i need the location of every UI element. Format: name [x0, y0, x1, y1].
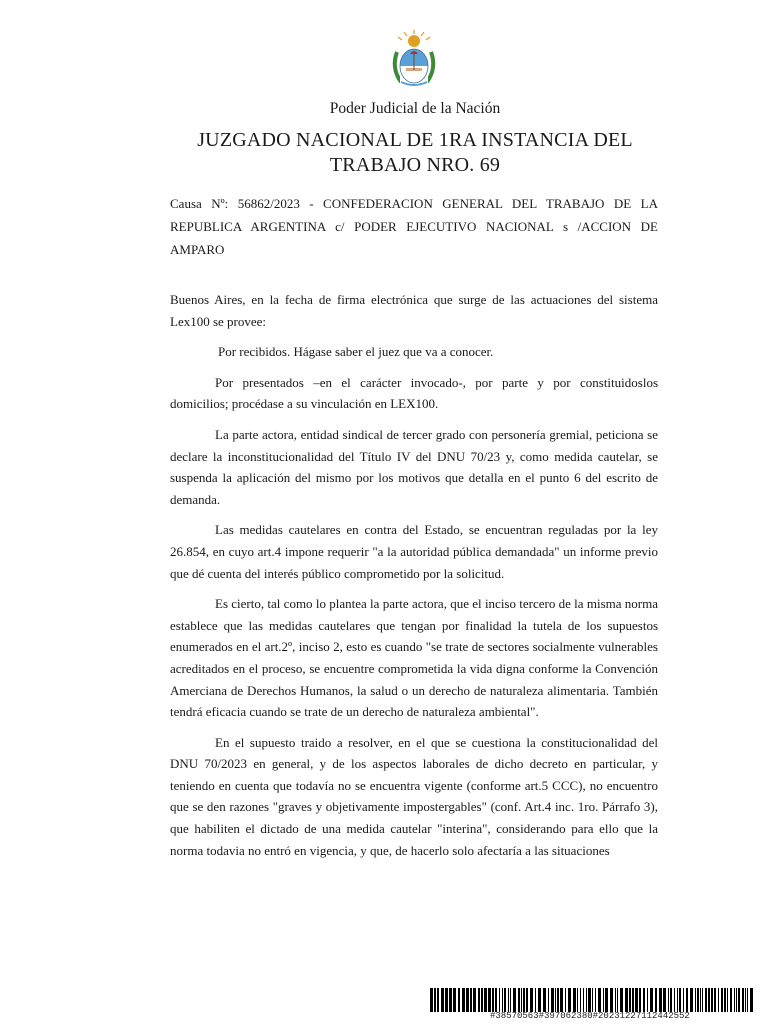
paragraph-medidas-cautelares: Las medidas cautelares en contra del Estado, se encuentran reguladas por la ley 26.854, en cuyo art.4 impone requerir "a la autoridad pública demandada" un informe previo que dé cuenta del interés público comprometido por la solicitud. [170, 522, 658, 581]
document-body [170, 289, 658, 870]
barcode-number: #38570563#397062380#20231227112442552 [490, 1011, 690, 1021]
paragraph-recibidos: Por recibidos. Hágase saber el juez que va a conocer. [218, 344, 494, 360]
court-name [0, 128, 768, 178]
barcode-icon [430, 988, 755, 1012]
judicial-branch-title: Poder Judicial de la Nación [329, 100, 501, 117]
case-caption: Causa Nº: 56862/2023 - CONFEDERACION GENERAL DEL TRABAJO DE LA REPUBLICA ARGENTINA c/ PODER EJECUTIVO NACIONAL s /ACCION DE AMPARO [170, 196, 658, 257]
paragraph-supuesto: En el supuesto traido a resolver, en el que se cuestiona la constitucionalidad del DNU 70/2023 en general, y de los aspectos laborales de dicho decreto en particular, y teniendo en cuenta que todavía no se encuentra vigente (conforme art.5 CCC), no encuentro que se den razones "graves y objetivamente impostergables" (conf. Art.4 inc. 1ro. Párrafo 3), que habiliten el dictado de una medida cautelar "interina", considerando para ello que la norma todavia no entró en vigencia, y que, de hacerlo solo afectaría a las situaciones [170, 734, 658, 858]
paragraph-parte-actora: La parte actora, entidad sindical de tercer grado con personería gremial, peticiona se declare la inconstitucionalidad del Título IV del DNU 70/23 y, como medida cautelar, se suspenda la aplicación del mismo por los motivos que detalla en el punto 6 del escrito de demanda. [170, 426, 658, 507]
paragraph-es-cierto: Es cierto, tal como lo plantea la parte actora, que el inciso tercero de la misma norma establece que las medidas cautelares que tengan por finalidad la tutela de los supuestos enumerados en el art.2º, inciso 2, esto es cuando "se trate de sectores socialmente vulnerables acreditados en el proceso, se encuentre comprometida la vida digna conforme la Convención Amerciana de Derechos Humanos, la salud o un derecho de naturaleza alimentaria. También tendrá eficacia cuando se trate de un derecho de naturaleza ambiental". [170, 596, 658, 720]
paragraph-presentados: Por presentados –en el carácter invocado-, por parte y por constituidoslos domicilios; procédase a su vinculación en LEX100. [170, 374, 658, 412]
court-name-line1: JUZGADO NACIONAL DE 1RA INSTANCIA DEL [197, 129, 633, 151]
court-name-line2: TRABAJO NRO. 69 [329, 154, 501, 176]
paragraph-opening: Buenos Aires, en la fecha de firma electrónica que surge de las actuaciones del sistema Lex100 se provee: [170, 292, 658, 329]
coat-of-arms-icon [387, 30, 441, 90]
